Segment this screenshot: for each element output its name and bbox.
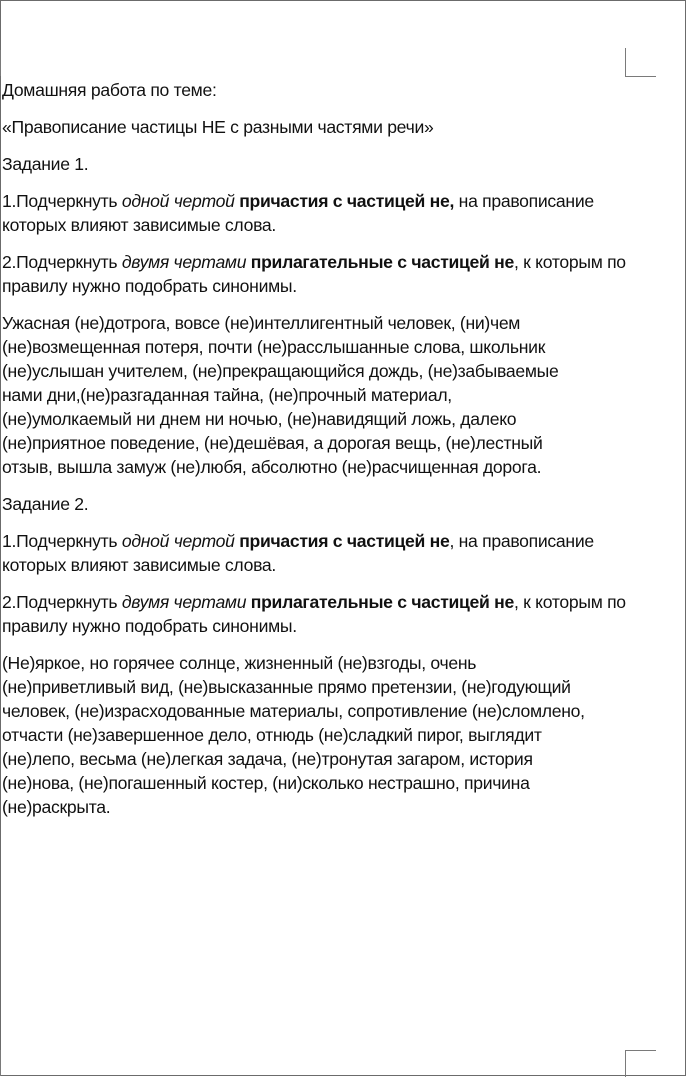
task1-instruction-2: 2.Подчеркнуть двумя чертами прилагательные с частицей не, к которым по правилу нужно подобрать синонимы. bbox=[2, 252, 626, 296]
exercise-line: (не)приятное поведение, (не)дешёвая, а дорогая вещь, (не)лестный bbox=[2, 433, 543, 453]
task2-title: Задание 2. bbox=[2, 494, 89, 514]
exercise-line: (Не)яркое, но горячее солнце, жизненный (не)взгоды, очень bbox=[2, 653, 477, 673]
exercise-line: (не)умолкаемый ни днем ни ночью, (не)навидящий ложь, далеко bbox=[2, 409, 517, 429]
exercise-line: (не)раскрыта. bbox=[2, 797, 111, 817]
exercise-line: (не)приветливый вид, (не)высказанные прямо претензии, (не)годующий bbox=[2, 677, 571, 697]
exercise-line: (не)нова, (не)погашенный костер, (ни)сколько нестрашно, причина bbox=[2, 773, 530, 793]
exercise-line: отзыв, вышла замуж (не)любя, абсолютно (не)расчищенная дорога. bbox=[2, 457, 542, 477]
task1-instruction-1: 1.Подчеркнуть одной чертой причастия с частицей не, на правописание которых влияют зависимые слова. bbox=[2, 191, 594, 235]
exercise-line: Ужасная (не)дотрога, вовсе (не)интеллигентный человек, (ни)чем bbox=[2, 313, 521, 333]
task1-title: Задание 1. bbox=[2, 154, 89, 174]
exercise-line: (не)лепо, весьма (не)легкая задача, (не)тронутая загаром, история bbox=[2, 749, 533, 769]
crop-mark-top-right bbox=[625, 48, 656, 77]
task2-instruction-2: 2.Подчеркнуть двумя чертами прилагательные с частицей не, к которым по правилу нужно подобрать синонимы. bbox=[2, 592, 626, 636]
task2-instruction-1: 1.Подчеркнуть одной чертой причастия с частицей не, на правописание которых влияют зависимые слова. bbox=[2, 531, 594, 575]
document-body bbox=[2, 78, 632, 819]
task2-exercise-text bbox=[2, 651, 632, 819]
exercise-line: человек, (не)израсходованные материалы, сопротивление (не)сломлено, bbox=[2, 701, 585, 721]
crop-mark-bottom-right bbox=[625, 1050, 656, 1077]
document-topic: «Правописание частицы НЕ с разными частями речи» bbox=[2, 117, 434, 137]
crop-mark-top-left bbox=[0, 50, 2, 76]
task1-exercise-text bbox=[2, 311, 632, 479]
exercise-line: отчасти (не)завершенное дело, отнюдь (не)сладкий пирог, выглядит bbox=[2, 725, 542, 745]
exercise-line: (не)услышан учителем, (не)прекращающийся дождь, (не)забываемые bbox=[2, 361, 559, 381]
document-heading: Домашняя работа по теме: bbox=[2, 80, 217, 100]
exercise-line: (не)возмещенная потеря, почти (не)расслышанные слова, школьник bbox=[2, 337, 546, 357]
crop-mark-bottom-left bbox=[0, 1050, 2, 1076]
exercise-line: нами дни,(не)разгаданная тайна, (не)прочный материал, bbox=[2, 385, 452, 405]
